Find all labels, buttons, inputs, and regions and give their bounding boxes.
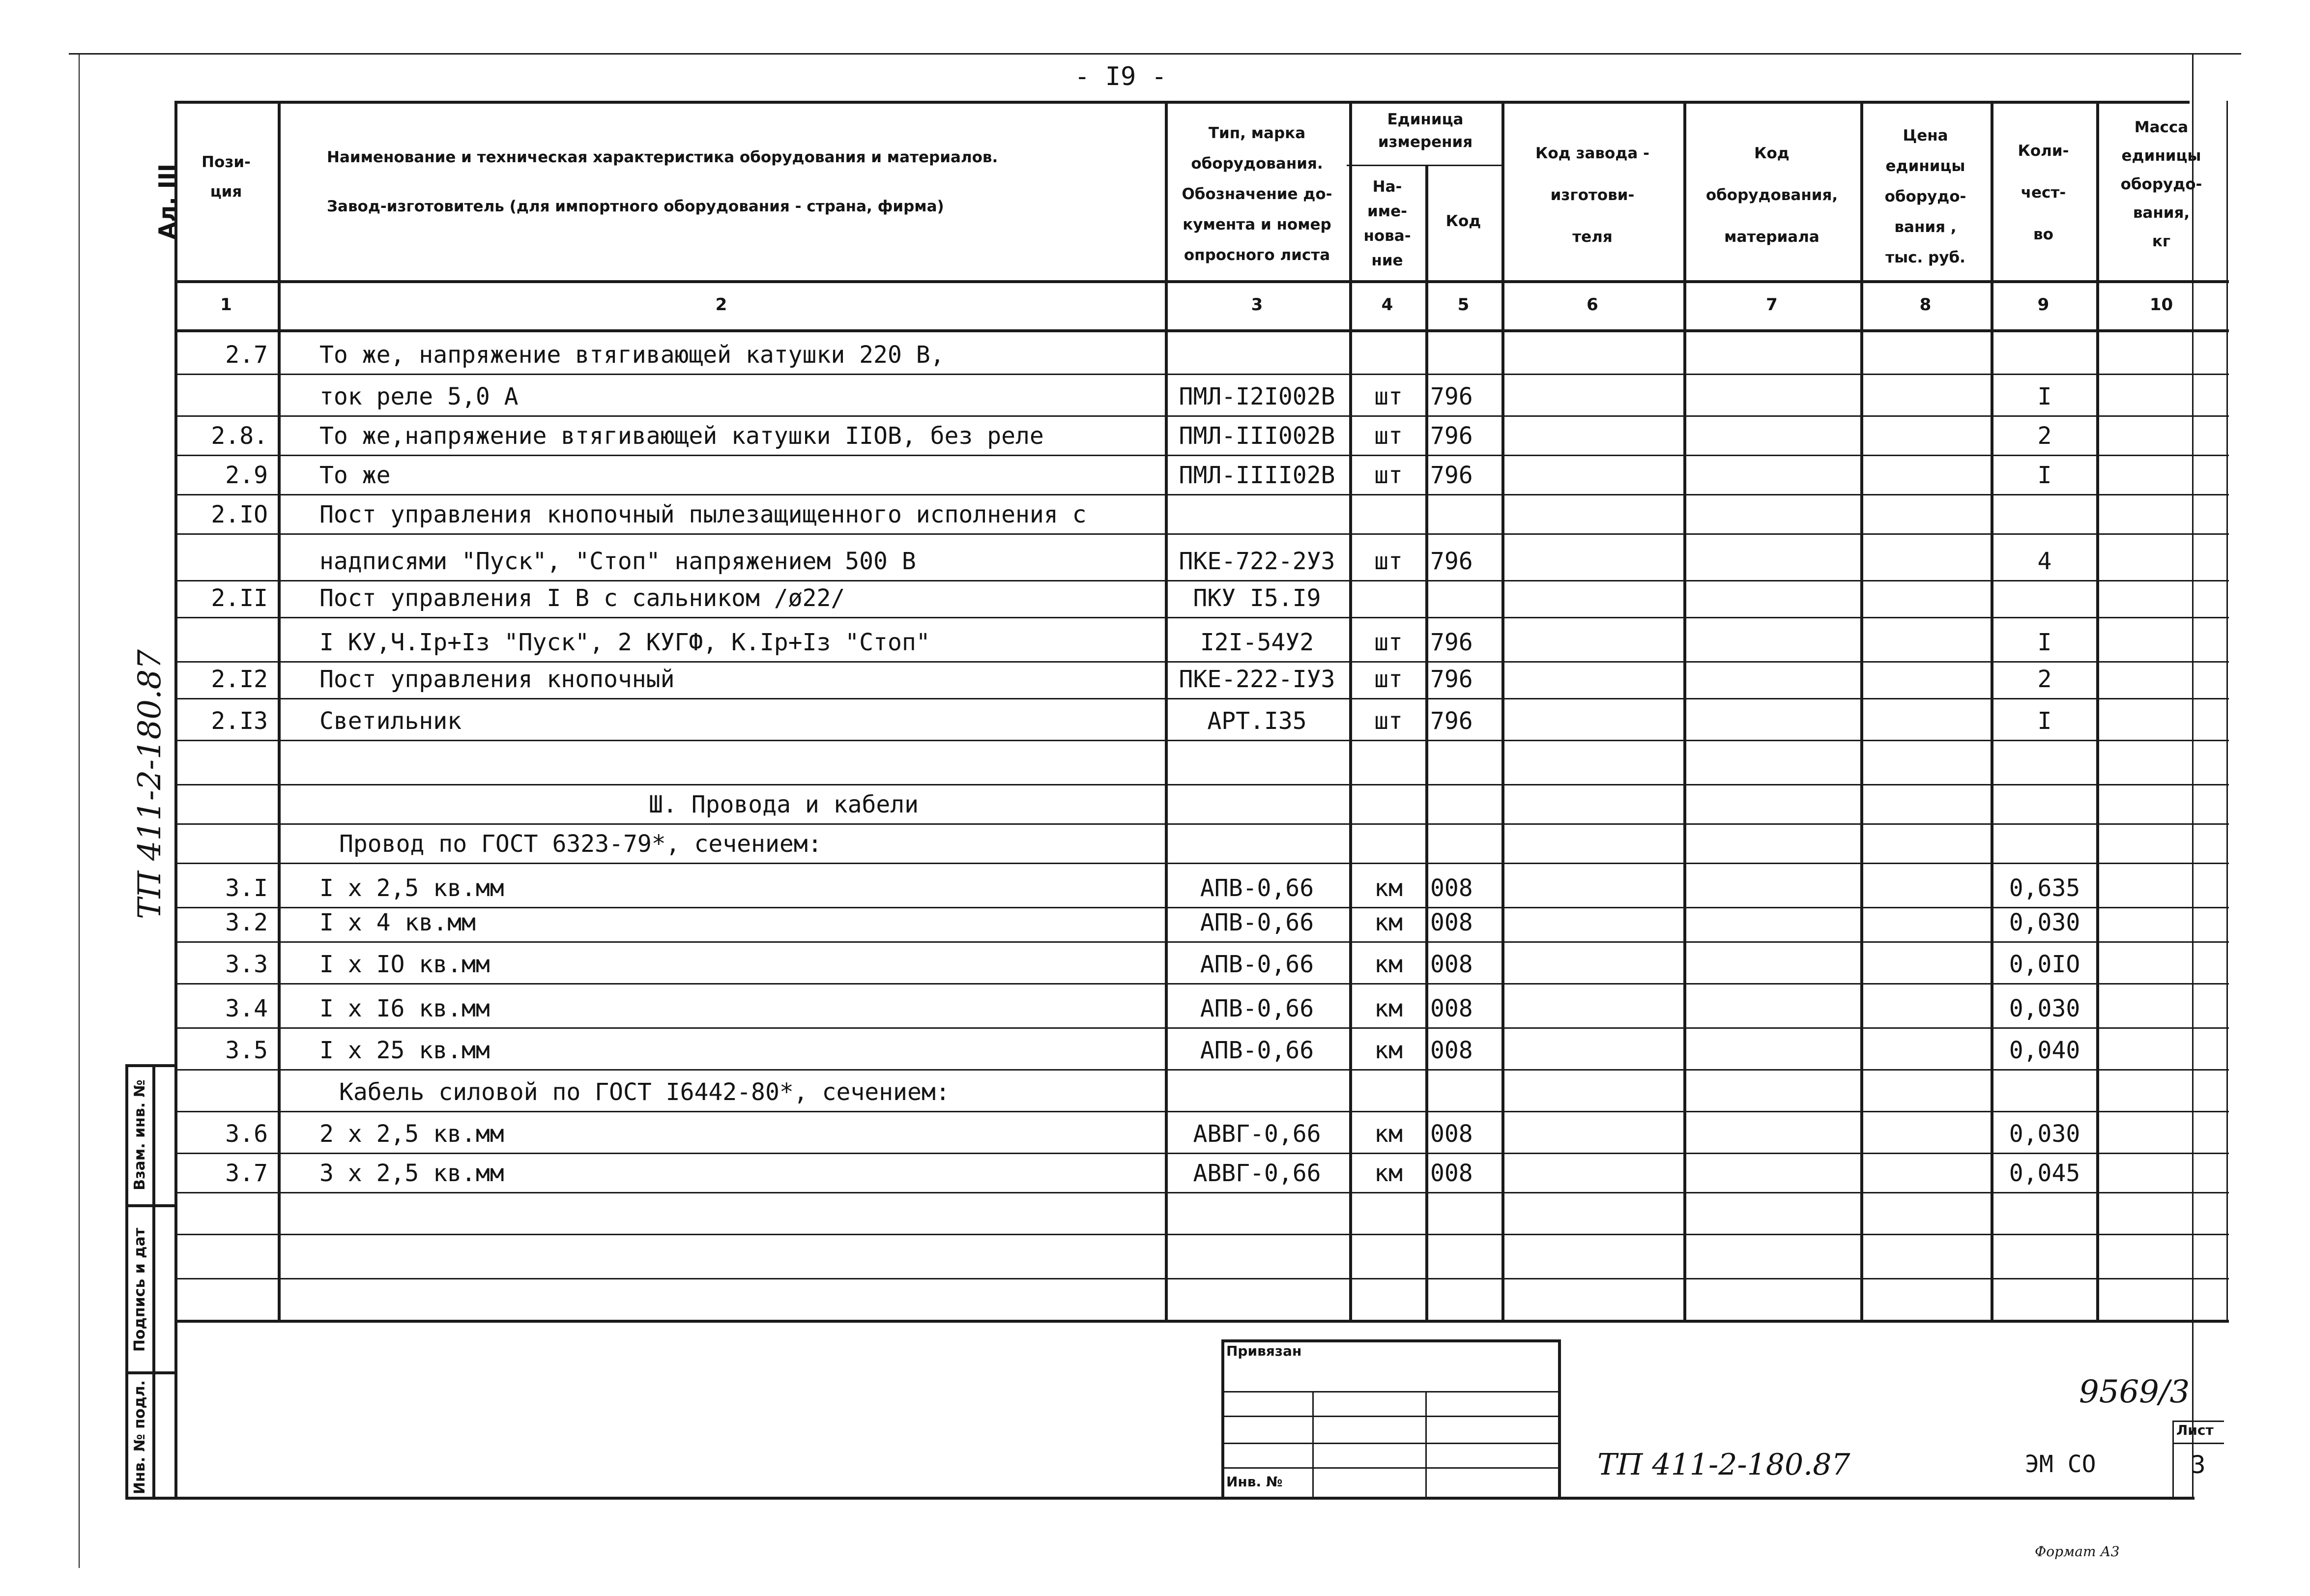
row-5-name: Пост управления кнопочный пылезащищенного исполнения с bbox=[319, 501, 1087, 528]
row-16-name: I х IO кв.мм bbox=[319, 951, 490, 978]
row-20-qty: 0,030 bbox=[2009, 1120, 2080, 1148]
col-number-5: 5 bbox=[1457, 295, 1470, 315]
row-8-type: I2I-54У2 bbox=[1200, 629, 1314, 656]
titleblock-left bbox=[1221, 1339, 1224, 1497]
row-17-name: I х I6 кв.мм bbox=[319, 995, 490, 1022]
row-1-pos: 2.7 bbox=[225, 341, 268, 369]
sheet-box-left bbox=[2172, 1421, 2174, 1497]
header-unit-code: Код bbox=[1445, 212, 1481, 230]
col-line-6 bbox=[1683, 101, 1686, 1322]
row-4-name: То же bbox=[319, 462, 391, 489]
row-2-type: ПМЛ-I2I002В bbox=[1179, 383, 1335, 410]
frame-bottom-line bbox=[125, 1497, 2194, 1500]
row-9-unit: шт bbox=[1374, 666, 1403, 693]
row-21-qty: 0,045 bbox=[2009, 1160, 2080, 1187]
row-16-type: АПВ-0,66 bbox=[1200, 951, 1314, 978]
empty-row-line-1 bbox=[174, 1234, 2229, 1235]
col-number-10: 10 bbox=[2149, 295, 2173, 315]
row-16-unit: км bbox=[1374, 951, 1403, 978]
row-18-name: I х 25 кв.мм bbox=[319, 1037, 490, 1064]
row-4-type: ПМЛ-IIII02В bbox=[1179, 462, 1335, 489]
table-bottom-border bbox=[174, 1320, 2229, 1323]
row-10-type: АРТ.I35 bbox=[1207, 707, 1307, 735]
numbers-bottom-border bbox=[174, 329, 2229, 332]
album-label: Ал. III bbox=[154, 163, 180, 240]
titleblock-row-4 bbox=[1221, 1467, 1560, 1469]
row-16-code: 008 bbox=[1430, 951, 1473, 978]
row-21-unit: км bbox=[1374, 1160, 1403, 1187]
row-1-name: То же, напряжение втягивающей катушки 220 В, bbox=[319, 341, 945, 369]
row-2-unit: шт bbox=[1374, 383, 1403, 410]
row-9-type: ПКЕ-222-IУ3 bbox=[1179, 666, 1335, 693]
row-14-divider bbox=[174, 907, 2229, 908]
row-21-code: 008 bbox=[1430, 1160, 1473, 1187]
row-10-unit: шт bbox=[1374, 707, 1403, 735]
row-14-name: I х 2,5 кв.мм bbox=[319, 874, 504, 902]
row-20-name: 2 х 2,5 кв.мм bbox=[319, 1120, 504, 1148]
row-2-name: ток реле 5,0 А bbox=[319, 383, 519, 410]
sheet-label: Лист bbox=[2176, 1422, 2214, 1438]
row-19-name: Кабель силовой по ГОСТ I6442-80*, сечением: bbox=[339, 1078, 950, 1106]
frame-top-line bbox=[69, 53, 2241, 55]
row-15-pos: 3.2 bbox=[225, 909, 268, 936]
row-15-code: 008 bbox=[1430, 909, 1473, 936]
row-20-unit: км bbox=[1374, 1120, 1403, 1148]
row-6-divider bbox=[174, 580, 2229, 581]
col-number-8: 8 bbox=[1919, 295, 1932, 315]
row-6-code: 796 bbox=[1430, 548, 1473, 575]
row-21-type: АВВГ-0,66 bbox=[1193, 1160, 1321, 1187]
header-unit-name: На- име- нова- ние bbox=[1363, 178, 1411, 269]
col-line-10 bbox=[2226, 101, 2228, 1322]
row-8-code: 796 bbox=[1430, 629, 1473, 656]
row-18-unit: км bbox=[1374, 1037, 1403, 1064]
row-18-type: АПВ-0,66 bbox=[1200, 1037, 1314, 1064]
row-20-type: АВВГ-0,66 bbox=[1193, 1120, 1321, 1148]
titleblock-row-3 bbox=[1221, 1443, 1560, 1444]
row-5-divider bbox=[174, 533, 2229, 535]
header-unit-group: Единица измерения bbox=[1378, 111, 1473, 151]
titleblock-top bbox=[1221, 1339, 1560, 1342]
frame-left-line bbox=[79, 54, 80, 1568]
header-quantity: Коли- чест- во bbox=[2018, 142, 2069, 243]
project-side-label: ТП 411-2-180.87 bbox=[132, 649, 168, 919]
row-20-code: 008 bbox=[1430, 1120, 1473, 1148]
row-18-pos: 3.5 bbox=[225, 1037, 268, 1064]
row-3-qty: 2 bbox=[2037, 422, 2052, 450]
row-2-divider bbox=[174, 415, 2229, 417]
row-4-divider bbox=[174, 494, 2229, 495]
inventory-label: Инв. № bbox=[1226, 1474, 1283, 1490]
titleblock-row-2 bbox=[1221, 1416, 1560, 1417]
row-13-name: Провод по ГОСТ 6323-79*, сечением: bbox=[339, 830, 822, 858]
col-line-9 bbox=[2096, 101, 2099, 1322]
row-4-qty: I bbox=[2037, 462, 2052, 489]
stamp-signature-date: Подпись и дат bbox=[131, 1227, 148, 1352]
col-number-7: 7 bbox=[1766, 295, 1778, 315]
header-position: Пози- ция bbox=[202, 153, 251, 201]
stamp-inventory-original: Инв. № подл. bbox=[131, 1380, 148, 1495]
col-line-8 bbox=[1991, 101, 1993, 1322]
sheet-box-mid bbox=[2172, 1443, 2224, 1444]
bound-label: Привязан bbox=[1226, 1343, 1302, 1359]
stamp-line-mid bbox=[152, 1064, 155, 1497]
row-8-name: I КУ,Ч.Ip+Iз "Пуск", 2 КУГФ, К.Ip+Iз "Стоп" bbox=[319, 629, 930, 656]
row-7-name: Пост управления I В с сальником /ø22/ bbox=[319, 584, 845, 612]
header-price: Цена единицы оборудо- вания , тыс. руб. bbox=[1884, 127, 1966, 266]
row-17-code: 008 bbox=[1430, 995, 1473, 1022]
row-18-qty: 0,040 bbox=[2009, 1037, 2080, 1064]
row-15-name: I х 4 кв.мм bbox=[319, 909, 476, 936]
row-4-unit: шт bbox=[1374, 462, 1403, 489]
row-21-name: 3 х 2,5 кв.мм bbox=[319, 1160, 504, 1187]
row-16-pos: 3.3 bbox=[225, 951, 268, 978]
header-mass: Масса единицы оборудо- вания, кг bbox=[2120, 118, 2202, 250]
header-name: Наименование и техническая характеристика оборудования и материалов. Завод-изготовитель (для импортного оборудования - страна, фирма) bbox=[327, 148, 998, 215]
frame-right-line bbox=[2192, 53, 2194, 1498]
row-7-divider bbox=[174, 617, 2229, 618]
row-3-type: ПМЛ-III002В bbox=[1179, 422, 1335, 450]
row-15-unit: км bbox=[1374, 909, 1403, 936]
row-15-type: АПВ-0,66 bbox=[1200, 909, 1314, 936]
row-17-qty: 0,030 bbox=[2009, 995, 2080, 1022]
project-code: ТП 411-2-180.87 bbox=[1597, 1448, 1850, 1482]
col-line-1 bbox=[278, 101, 281, 1322]
row-18-code: 008 bbox=[1430, 1037, 1473, 1064]
row-13-divider bbox=[174, 863, 2229, 864]
col-line-2 bbox=[1165, 101, 1168, 1322]
row-6-unit: шт bbox=[1374, 548, 1403, 575]
header-factory-code: Код завода - изготови- теля bbox=[1535, 145, 1649, 246]
titleblock-right bbox=[1558, 1339, 1561, 1497]
row-14-unit: км bbox=[1374, 874, 1403, 902]
row-6-qty: 4 bbox=[2037, 548, 2052, 575]
col-number-1: 1 bbox=[220, 295, 232, 315]
row-4-code: 796 bbox=[1430, 462, 1473, 489]
row-17-unit: км bbox=[1374, 995, 1403, 1022]
col-number-6: 6 bbox=[1587, 295, 1598, 315]
col-number-9: 9 bbox=[2037, 295, 2050, 315]
row-3-unit: шт bbox=[1374, 422, 1403, 450]
row-11-divider bbox=[174, 784, 2229, 785]
header-type: Тип, марка оборудования. Обозначение до- кумента и номер опросного листа bbox=[1182, 124, 1332, 264]
row-17-divider bbox=[174, 1027, 2229, 1029]
row-9-pos: 2.I2 bbox=[211, 666, 268, 693]
row-14-code: 008 bbox=[1430, 874, 1473, 902]
row-10-code: 796 bbox=[1430, 707, 1473, 735]
row-3-name: То же,напряжение втягивающей катушки IIОВ, без реле bbox=[319, 422, 1044, 450]
row-10-name: Светильник bbox=[319, 707, 462, 735]
col-line-7 bbox=[1860, 101, 1863, 1322]
row-5-pos: 2.IO bbox=[211, 501, 268, 528]
row-7-type: ПКУ I5.I9 bbox=[1193, 584, 1321, 612]
row-17-type: АПВ-0,66 bbox=[1200, 995, 1314, 1022]
row-19-divider bbox=[174, 1111, 2229, 1112]
row-14-type: АПВ-0,66 bbox=[1200, 874, 1314, 902]
row-12-name: Ш. Провода и кабели bbox=[649, 791, 919, 818]
header-bottom-border bbox=[174, 280, 2229, 283]
row-8-divider bbox=[174, 661, 2229, 663]
document-code: ЭМ СО bbox=[2025, 1451, 2096, 1478]
row-9-qty: 2 bbox=[2037, 666, 2052, 693]
row-15-divider bbox=[174, 941, 2229, 943]
format-label: Формат А3 bbox=[2035, 1543, 2120, 1560]
col-number-4: 4 bbox=[1381, 295, 1393, 315]
empty-row-line-2 bbox=[174, 1278, 2229, 1279]
row-16-divider bbox=[174, 983, 2229, 985]
col-line-5 bbox=[1502, 101, 1504, 1322]
row-15-qty: 0,030 bbox=[2009, 909, 2080, 936]
page-number: - I9 - bbox=[1074, 62, 1167, 91]
row-6-name: надписями "Пуск", "Стоп" напряжением 500 В bbox=[319, 548, 916, 575]
stamp-replacement-inventory: Взам. инв. № bbox=[131, 1079, 148, 1190]
header-equipment-code: Код оборудования, материала bbox=[1705, 145, 1838, 246]
row-8-qty: I bbox=[2037, 629, 2052, 656]
row-16-qty: 0,0IO bbox=[2009, 951, 2080, 978]
row-10-qty: I bbox=[2037, 707, 2052, 735]
row-9-code: 796 bbox=[1430, 666, 1473, 693]
row-4-pos: 2.9 bbox=[225, 462, 268, 489]
titleblock-row-1 bbox=[1221, 1391, 1560, 1393]
col-line-3 bbox=[1349, 101, 1352, 1322]
row-3-code: 796 bbox=[1430, 422, 1473, 450]
row-2-code: 796 bbox=[1430, 383, 1473, 410]
row-12-divider bbox=[174, 823, 2229, 825]
row-9-divider bbox=[174, 698, 2229, 699]
row-10-divider bbox=[174, 740, 2229, 741]
row-21-pos: 3.7 bbox=[225, 1160, 268, 1187]
row-3-pos: 2.8. bbox=[211, 422, 268, 450]
row-14-qty: 0,635 bbox=[2009, 874, 2080, 902]
table-top-border bbox=[174, 101, 2190, 104]
row-8-unit: шт bbox=[1374, 629, 1403, 656]
document-number: 9569/3 bbox=[2079, 1374, 2190, 1410]
titleblock-col-1 bbox=[1312, 1391, 1314, 1497]
titleblock-col-2 bbox=[1425, 1391, 1427, 1497]
row-1-divider bbox=[174, 374, 2229, 375]
row-7-pos: 2.II bbox=[211, 584, 268, 612]
row-9-name: Пост управления кнопочный bbox=[319, 666, 675, 693]
row-10-pos: 2.I3 bbox=[211, 707, 268, 735]
col-number-3: 3 bbox=[1251, 295, 1263, 315]
row-20-pos: 3.6 bbox=[225, 1120, 268, 1148]
row-14-pos: 3.I bbox=[225, 874, 268, 902]
row-21-divider bbox=[174, 1192, 2229, 1193]
row-17-pos: 3.4 bbox=[225, 995, 268, 1022]
row-18-divider bbox=[174, 1069, 2229, 1071]
row-6-type: ПКЕ-722-2У3 bbox=[1179, 548, 1335, 575]
row-2-qty: I bbox=[2037, 383, 2052, 410]
sheet-number: 3 bbox=[2191, 1451, 2206, 1479]
col-number-2: 2 bbox=[715, 295, 727, 315]
row-3-divider bbox=[174, 455, 2229, 456]
col-line-4 bbox=[1425, 165, 1428, 1322]
row-20-divider bbox=[174, 1153, 2229, 1154]
